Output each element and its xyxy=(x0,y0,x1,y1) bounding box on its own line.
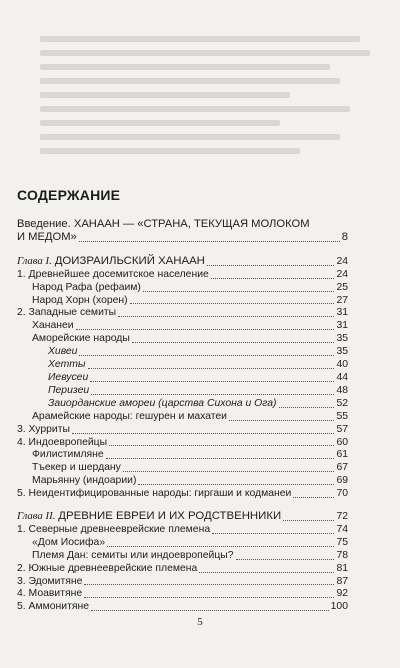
toc-entry[interactable] xyxy=(17,320,348,333)
entry-title: 1. Северные древнееврейские племена xyxy=(17,523,211,535)
entry-title: Хивеи xyxy=(48,346,78,358)
entry-title: Филистимляне xyxy=(32,449,104,461)
table-of-contents xyxy=(17,218,348,614)
dot-leader xyxy=(199,572,334,573)
toc-entry[interactable] xyxy=(17,588,348,601)
entry-title: Арамейские народы: гешурен и махатеи xyxy=(32,410,227,422)
dot-leader xyxy=(84,597,334,598)
chapter-1-label: Глава I. xyxy=(17,254,52,267)
entry-page: 81 xyxy=(336,562,348,574)
entry-title: Хетты xyxy=(48,359,86,371)
entry-page: 31 xyxy=(336,307,348,319)
entry-page: 24 xyxy=(336,268,348,280)
dot-leader xyxy=(88,368,335,369)
page-number: 5 xyxy=(197,616,203,628)
toc-entry[interactable] xyxy=(17,576,348,589)
toc-entry[interactable] xyxy=(17,537,348,550)
entry-title: Заиорданские амореи (царства Сихона и Ога) xyxy=(48,397,277,409)
entry-page: 75 xyxy=(336,536,348,548)
chapter-1-title: ДОИЗРАИЛЬСКИЙ ХАНААН xyxy=(54,254,205,267)
entry-page: 25 xyxy=(336,281,348,293)
entry-title: Тъекер и шердану xyxy=(32,462,121,474)
dot-leader xyxy=(123,471,335,472)
entry-title: 5. Неидентифицированные народы: гиргаши и кодманеи xyxy=(17,488,292,500)
dot-leader xyxy=(207,265,335,266)
toc-entry[interactable] xyxy=(17,488,348,501)
entry-page: 70 xyxy=(336,488,348,500)
entry-title: 1. Древнейшее досемитское население xyxy=(17,268,209,280)
entry-page: 44 xyxy=(336,371,348,383)
dot-leader xyxy=(91,610,329,611)
entry-page: 40 xyxy=(336,359,348,371)
dot-leader xyxy=(106,458,335,459)
dot-leader xyxy=(72,433,335,434)
intro-page: 8 xyxy=(341,231,348,244)
toc-entry[interactable] xyxy=(17,449,348,462)
entry-page: 69 xyxy=(336,475,348,487)
bleed-through-text xyxy=(0,0,400,165)
entry-page: 92 xyxy=(336,588,348,600)
entry-title: 3. Хурриты xyxy=(17,423,70,435)
chapter-2-title: ДРЕВНИЕ ЕВРЕИ И ИХ РОДСТВЕННИКИ xyxy=(58,510,282,523)
chapter-2-page: 72 xyxy=(336,511,348,523)
entry-page: 60 xyxy=(336,436,348,448)
entry-title: «Дом Иосифа» xyxy=(32,536,106,548)
entry-page: 61 xyxy=(336,449,348,461)
entry-title: 4. Индоевропейцы xyxy=(17,436,108,448)
entry-title: Хананеи xyxy=(32,320,74,332)
toc-entry[interactable] xyxy=(17,385,348,398)
dot-leader xyxy=(138,484,334,485)
dot-leader xyxy=(279,407,335,408)
entry-page: 57 xyxy=(336,423,348,435)
entry-title: Иевусеи xyxy=(48,371,89,383)
toc-entry[interactable] xyxy=(17,346,348,359)
entry-title: 2. Западные семиты xyxy=(17,307,117,319)
dot-leader xyxy=(211,278,335,279)
dot-leader xyxy=(91,394,334,395)
entry-page: 48 xyxy=(336,384,348,396)
toc-entry[interactable] xyxy=(17,437,348,450)
toc-entry[interactable] xyxy=(17,333,348,346)
entry-title: Народ Хорн (хорен) xyxy=(32,294,128,306)
dot-leader xyxy=(107,546,334,547)
toc-heading: СОДЕРЖАНИЕ xyxy=(17,187,121,203)
entry-page: 35 xyxy=(336,333,348,345)
entry-page: 87 xyxy=(336,575,348,587)
entry-page: 27 xyxy=(336,294,348,306)
dot-leader xyxy=(283,520,334,521)
entry-page: 74 xyxy=(336,523,348,535)
entry-title: Перизеи xyxy=(48,384,90,396)
dot-leader xyxy=(84,584,334,585)
toc-entry[interactable] xyxy=(17,282,348,295)
toc-entry[interactable] xyxy=(17,411,348,424)
dot-leader xyxy=(236,559,335,560)
toc-entry[interactable] xyxy=(17,475,348,488)
toc-entry[interactable] xyxy=(17,372,348,385)
toc-entry[interactable] xyxy=(17,524,348,537)
toc-entry[interactable] xyxy=(17,462,348,475)
dot-leader xyxy=(79,241,340,242)
dot-leader xyxy=(79,355,334,356)
dot-leader xyxy=(130,303,335,304)
entry-title: 2. Южные древнееврейские племена xyxy=(17,562,198,574)
dot-leader xyxy=(293,497,334,498)
entry-page: 67 xyxy=(336,462,348,474)
toc-intro-entry[interactable] xyxy=(17,218,348,245)
toc-chapter-2[interactable] xyxy=(17,510,348,524)
toc-entry[interactable] xyxy=(17,398,348,411)
chapter-2-label: Глава II. xyxy=(17,510,56,523)
toc-entry[interactable] xyxy=(17,424,348,437)
entry-page: 31 xyxy=(336,320,348,332)
toc-entry[interactable] xyxy=(17,295,348,308)
toc-entry[interactable] xyxy=(17,563,348,576)
toc-entry[interactable] xyxy=(17,550,348,563)
entry-page: 35 xyxy=(336,346,348,358)
intro-line-1: Введение. ХАНААН — «СТРАНА, ТЕКУЩАЯ МОЛОКОМ xyxy=(17,218,310,230)
toc-entry[interactable] xyxy=(17,601,348,614)
dot-leader xyxy=(143,291,335,292)
toc-entry[interactable] xyxy=(17,359,348,372)
toc-entry[interactable] xyxy=(17,307,348,320)
dot-leader xyxy=(229,420,334,421)
dot-leader xyxy=(118,316,334,317)
entry-page: 78 xyxy=(336,549,348,561)
toc-chapter-1[interactable] xyxy=(17,255,348,269)
entry-title: Аморейские народы xyxy=(32,333,130,345)
toc-entry[interactable] xyxy=(17,269,348,282)
entry-page: 100 xyxy=(330,601,348,613)
entry-page: 55 xyxy=(336,410,348,422)
entry-title: Народ Рафа (рефаим) xyxy=(32,281,141,293)
dot-leader xyxy=(90,381,334,382)
entry-title: Племя Дан: семиты или индоевропейцы? xyxy=(32,549,234,561)
entry-title: 4. Моавитяне xyxy=(17,588,83,600)
entry-page: 52 xyxy=(336,397,348,409)
dot-leader xyxy=(76,329,335,330)
entry-title: 5. Аммонитяне xyxy=(17,601,89,613)
intro-line-2: И МЕДОМ» xyxy=(17,231,77,244)
dot-leader xyxy=(212,533,334,534)
entry-title: 3. Эдомитяне xyxy=(17,575,83,587)
entry-title: Марьянну (индоарии) xyxy=(32,475,137,487)
chapter-1-page: 24 xyxy=(336,255,348,267)
dot-leader xyxy=(109,445,334,446)
dot-leader xyxy=(132,342,335,343)
